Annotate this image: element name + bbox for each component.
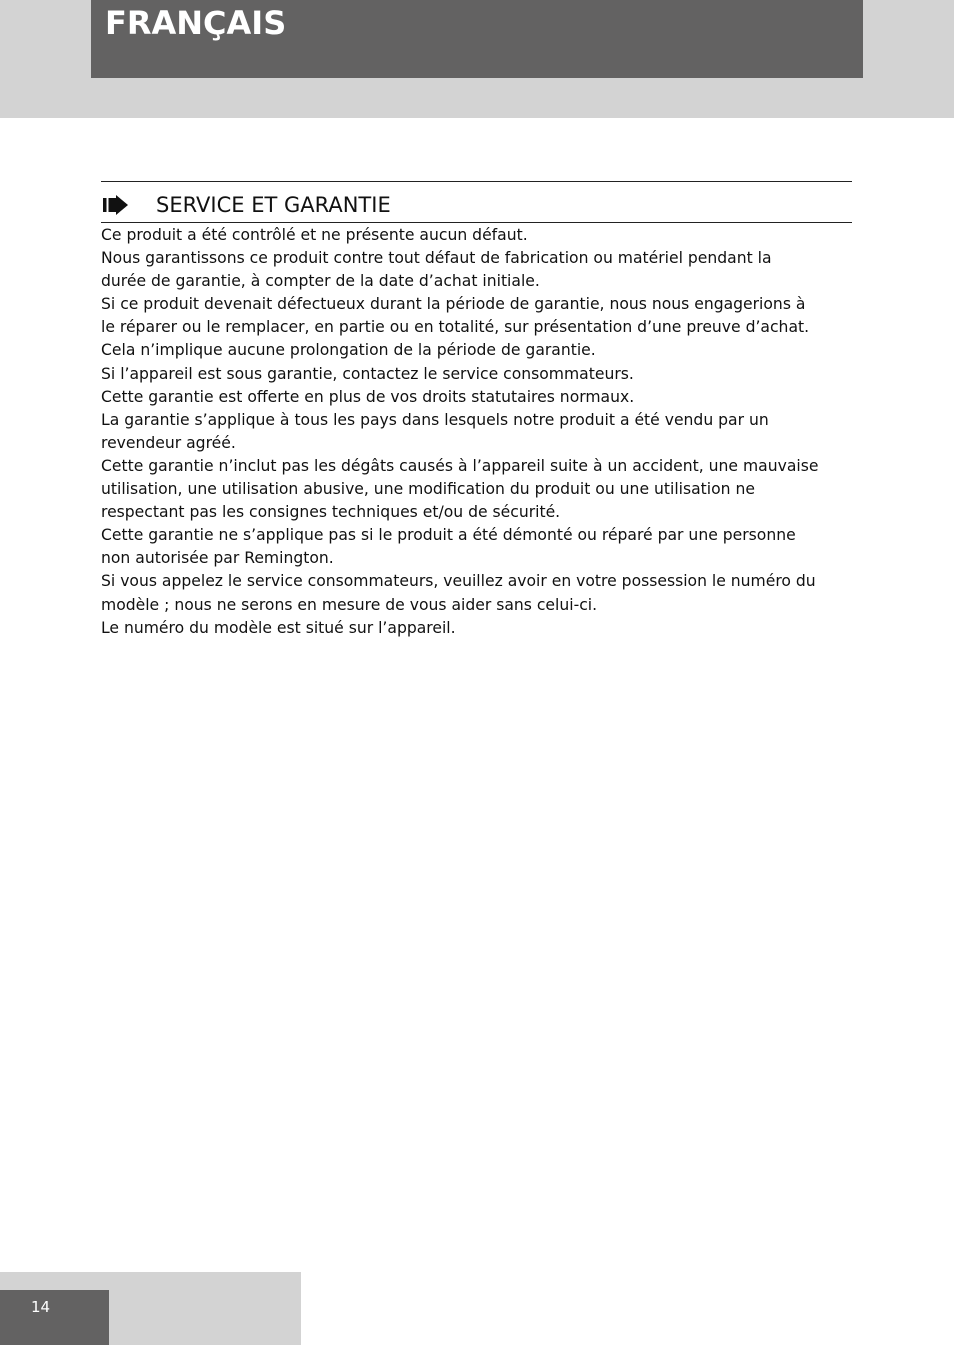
text-line: modèle ; nous ne serons en mesure de vous aider sans celui-ci. <box>101 595 598 614</box>
warranty-text <box>101 224 853 640</box>
text-line: Cette garantie est offerte en plus de vos droits statutaires normaux. <box>101 387 635 406</box>
section-header <box>101 181 852 223</box>
page-number-tab <box>0 1290 109 1345</box>
page-number: 14 <box>31 1298 51 1316</box>
text-line: durée de garantie, à compter de la date d’achat initiale. <box>101 272 540 291</box>
section-title: SERVICE ET GARANTIE <box>156 193 391 217</box>
header-band <box>0 0 954 118</box>
text-line: utilisation, une utilisation abusive, une modification du produit ou une utilisation ne <box>101 480 755 499</box>
language-tab <box>91 0 863 78</box>
text-line: revendeur agréé. <box>101 433 236 452</box>
text-line: Cette garantie n’inclut pas les dégâts causés à l’appareil suite à un accident, une mauvaise <box>101 456 819 475</box>
text-line: Si vous appelez le service consommateurs, veuillez avoir en votre possession le numéro du <box>101 572 816 591</box>
text-line: Nous garantissons ce produit contre tout défaut de fabrication ou matériel pendant la <box>101 249 772 268</box>
text-line: non autorisée par Remington. <box>101 549 334 568</box>
arrow-right-icon <box>103 195 129 215</box>
text-line: La garantie s’applique à tous les pays dans lesquels notre produit a été vendu par un <box>101 410 769 429</box>
text-line: le réparer ou le remplacer, en partie ou en totalité, sur présentation d’une preuve d’achat. <box>101 318 810 337</box>
language-title: FRANÇAIS <box>105 4 287 42</box>
text-line: Cette garantie ne s’applique pas si le produit a été démonté ou réparé par une personne <box>101 526 796 545</box>
text-line: Si l’appareil est sous garantie, contactez le service consommateurs. <box>101 364 634 383</box>
text-line: Cela n’implique aucune prolongation de la période de garantie. <box>101 341 596 360</box>
text-line: Le numéro du modèle est situé sur l’appareil. <box>101 618 456 637</box>
text-line: Ce produit a été contrôlé et ne présente aucun défaut. <box>101 226 528 244</box>
text-line: Si ce produit devenait défectueux durant la période de garantie, nous nous engagerions à <box>101 295 806 314</box>
text-line: respectant pas les consignes techniques et/ou de sécurité. <box>101 503 561 522</box>
